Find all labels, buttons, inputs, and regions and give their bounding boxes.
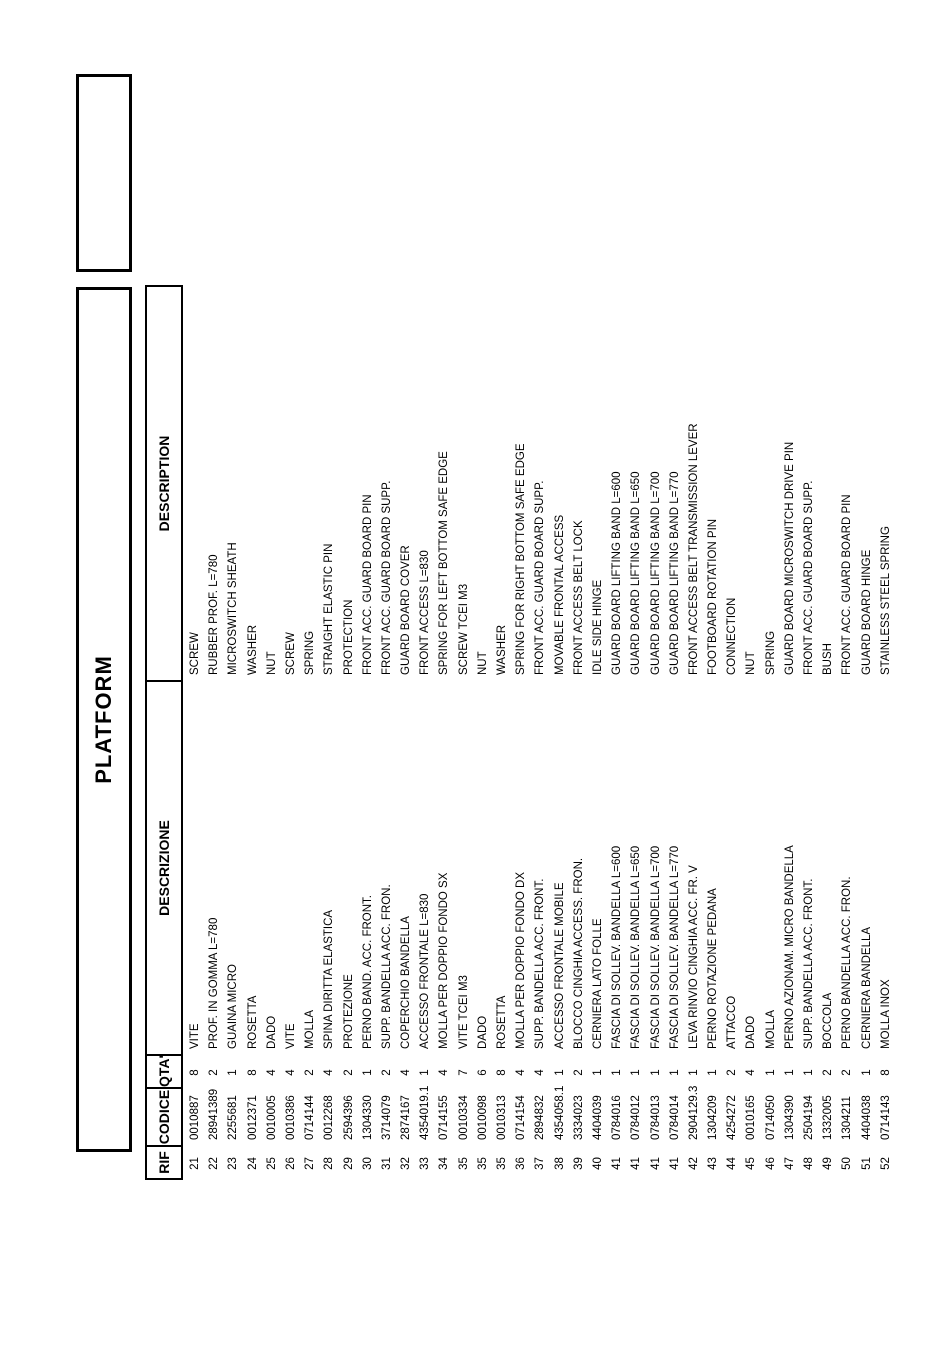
cell-descrizione: VITE: [189, 1023, 201, 1049]
cell-codice: 1332005: [822, 1095, 835, 1140]
cell-rif: 26: [284, 1157, 297, 1170]
cell-rif: 37: [534, 1157, 547, 1170]
header-rif: RIF: [147, 1145, 181, 1178]
cell-description: FRONT ACC. GUARD BOARD PIN: [841, 494, 854, 675]
table-row: [205, 285, 224, 1180]
cell-descrizione: ATTACCO: [726, 995, 739, 1049]
cell-codice: 2894832: [534, 1095, 547, 1140]
cell-descrizione: MOLLA: [764, 1010, 777, 1049]
cell-description: BUSH: [822, 643, 835, 675]
cell-qta: 2: [822, 1069, 835, 1076]
cell-qta: 1: [668, 1069, 681, 1076]
cell-codice: 0714155: [438, 1095, 451, 1140]
cell-rif: 34: [438, 1157, 451, 1170]
cell-descrizione: DADO: [476, 1015, 489, 1049]
table-row: [512, 285, 531, 1180]
cell-qta: 1: [553, 1069, 566, 1076]
cell-codice: 1304330: [361, 1095, 374, 1140]
cell-qta: 1: [860, 1069, 873, 1076]
cell-codice: 0714144: [304, 1095, 317, 1140]
cell-qta: 1: [803, 1069, 815, 1076]
cell-description: GUARD BOARD LIFTING BAND L=600: [611, 471, 624, 675]
cell-descrizione: CERNIERA LATO FOLLE: [591, 918, 604, 1049]
cell-qta: 1: [764, 1069, 777, 1076]
cell-qta: 8: [496, 1069, 508, 1076]
cell-descrizione: MOLLA INOX: [879, 979, 892, 1049]
table-row: [762, 285, 781, 1180]
page-title: PLATFORM: [91, 655, 116, 784]
table-row: [858, 285, 877, 1180]
cell-qta: 7: [457, 1069, 470, 1076]
cell-codice: 0010165: [745, 1095, 758, 1140]
header-codice: CODICE: [147, 1087, 181, 1145]
table-row: [551, 285, 570, 1180]
cell-codice: 0784013: [649, 1095, 662, 1140]
table-row: [570, 285, 589, 1180]
cell-qta: 8: [189, 1069, 201, 1076]
table-row: [263, 285, 282, 1180]
cell-descrizione: ACCESSO FRONTALE L=830: [419, 893, 432, 1049]
cell-descrizione: DADO: [265, 1015, 278, 1049]
cell-qta: 2: [572, 1069, 585, 1076]
cell-description: FRONT ACC. GUARD BOARD SUPP.: [534, 480, 547, 675]
cell-qta: 6: [476, 1069, 489, 1076]
cell-descrizione: VITE TCEI M3: [457, 975, 470, 1049]
table-row: [397, 285, 416, 1180]
cell-description: GUARD BOARD COVER: [400, 545, 413, 675]
cell-rif: 41: [668, 1157, 681, 1170]
cell-codice: 0714154: [515, 1095, 528, 1140]
cell-codice: 0012371: [246, 1095, 259, 1140]
cell-qta: 4: [515, 1069, 528, 1076]
cell-codice: 2255681: [227, 1095, 240, 1140]
cell-qta: 1: [361, 1069, 374, 1076]
table-row: [589, 285, 608, 1180]
cell-qta: 4: [534, 1069, 547, 1076]
cell-rif: 31: [380, 1157, 393, 1170]
cell-rif: 41: [630, 1157, 643, 1170]
cell-descrizione: ACCESSO FRONTALE MOBILE: [553, 882, 566, 1049]
cell-description: STAINLESS STEEL SPRING: [879, 526, 892, 675]
cell-codice: 1304211: [841, 1096, 854, 1140]
cell-qta: 2: [380, 1069, 393, 1076]
cell-descrizione: BLOCCO CINGHIA ACCESS. FRON.: [572, 857, 585, 1049]
cell-codice: 3334023: [572, 1095, 585, 1140]
cell-description: SCREW: [284, 632, 297, 675]
cell-rif: 41: [649, 1157, 662, 1170]
cell-descrizione: BOCCOLA: [822, 992, 835, 1049]
cell-description: FRONT ACCESS BELT LOCK: [572, 520, 585, 675]
cell-descrizione: MOLLA: [304, 1010, 317, 1049]
cell-description: IDLE SIDE HINGE: [591, 579, 604, 675]
cell-rif: 36: [515, 1157, 528, 1170]
cell-descrizione: DADO: [745, 1015, 758, 1049]
cell-description: PROTECTION: [342, 599, 355, 675]
cell-qta: 4: [438, 1069, 451, 1076]
header-description: DESCRIPTION: [156, 435, 172, 532]
cell-codice: 4404039: [591, 1095, 604, 1140]
cell-descrizione: GUAINA MICRO: [227, 964, 240, 1049]
cell-description: NUT: [745, 651, 758, 675]
cell-qta: 8: [246, 1069, 259, 1076]
table-row: [800, 285, 819, 1180]
cell-rif: 32: [400, 1157, 413, 1170]
cell-descrizione: ROSETTA: [246, 995, 259, 1049]
table-row: [301, 285, 320, 1180]
header-qta: QTA': [147, 1054, 181, 1087]
cell-qta: 4: [400, 1069, 413, 1076]
table-row: [877, 285, 896, 1180]
cell-qta: 1: [707, 1069, 720, 1076]
table-header: [145, 285, 183, 1180]
table-row: [378, 285, 397, 1180]
cell-codice: 0010386: [284, 1095, 297, 1140]
cell-description: SPRING: [764, 630, 777, 675]
cell-codice: 2904129.3: [687, 1085, 700, 1140]
table-row: [493, 285, 512, 1180]
cell-codice: 0010313: [496, 1095, 508, 1140]
cell-descrizione: COPERCHIO BANDELLA: [400, 916, 413, 1049]
cell-descrizione: PERNO BANDELLA ACC. FRON.: [841, 876, 854, 1049]
cell-description: STRAIGHT ELASTIC PIN: [323, 543, 336, 675]
cell-descrizione: PERNO ROTAZIONE PEDANA: [707, 888, 720, 1049]
cell-description: NUT: [265, 651, 278, 675]
cell-codice: 1304209: [707, 1095, 720, 1140]
cell-codice: 0010334: [457, 1095, 470, 1140]
table-row: [416, 285, 435, 1180]
table-row: [531, 285, 550, 1180]
cell-description: SPRING FOR LEFT BOTTOM SAFE EDGE: [438, 451, 451, 675]
cell-description: GUARD BOARD LIFTING BAND L=770: [668, 471, 681, 675]
parts-table-body: [186, 285, 896, 1180]
cell-rif: 23: [227, 1157, 240, 1170]
cell-qta: 1: [630, 1069, 643, 1076]
cell-qta: 1: [687, 1069, 700, 1076]
cell-qta: 4: [323, 1069, 336, 1076]
cell-qta: 1: [419, 1069, 432, 1076]
cell-rif: 39: [572, 1157, 585, 1170]
cell-codice: 0784016: [611, 1095, 624, 1140]
cell-rif: 52: [879, 1157, 892, 1170]
table-row: [704, 285, 723, 1180]
cell-codice: 0012268: [323, 1095, 336, 1140]
cell-codice: 0010005: [265, 1095, 278, 1140]
cell-description: FRONT ACC. GUARD BOARD SUPP.: [380, 480, 393, 675]
table-row: [647, 285, 666, 1180]
table-row: [186, 285, 205, 1180]
cell-codice: 1304390: [783, 1095, 796, 1140]
cell-descrizione: MOLLA PER DOPPIO FONDO DX: [515, 871, 528, 1049]
header-descrizione: DESCRIZIONE: [147, 680, 181, 1054]
cell-codice: 2594396: [342, 1095, 355, 1140]
cell-description: FRONT ACC. GUARD BOARD PIN: [361, 494, 374, 675]
cell-rif: 22: [208, 1157, 221, 1170]
cell-rif: 46: [764, 1157, 777, 1170]
cell-descrizione: SUPP. BANDELLA ACC. FRONT.: [803, 878, 815, 1049]
cell-descrizione: FASCIA DI SOLLEV. BANDELLA L=600: [611, 845, 624, 1049]
cell-codice: 4354058.1: [553, 1085, 566, 1140]
cell-rif: 38: [553, 1157, 566, 1170]
cell-descrizione: SUPP. BANDELLA ACC. FRON.: [380, 884, 393, 1049]
cell-qta: 1: [611, 1069, 624, 1076]
cell-codice: 2504194: [803, 1095, 815, 1140]
table-row: [838, 285, 857, 1180]
table-row: [742, 285, 761, 1180]
cell-description: WASHER: [246, 624, 259, 675]
cell-rif: 43: [707, 1157, 720, 1170]
cell-codice: 0010098: [476, 1095, 489, 1140]
cell-codice: 2874167: [400, 1095, 413, 1140]
table-row: [244, 285, 263, 1180]
cell-descrizione: ROSETTA: [496, 995, 508, 1049]
cell-rif: 40: [591, 1157, 604, 1170]
cell-descrizione: LEVA RINVIO CINGHIA ACC. FR. V: [687, 865, 700, 1049]
cell-rif: 29: [342, 1157, 355, 1170]
table-row: [224, 285, 243, 1180]
cell-description: GUARD BOARD HINGE: [860, 549, 873, 675]
table-row: [359, 285, 378, 1180]
cell-description: CONNECTION: [726, 597, 739, 675]
cell-codice: 0714143: [879, 1095, 892, 1140]
cell-descrizione: PROTEZIONE: [342, 974, 355, 1049]
table-row: [474, 285, 493, 1180]
cell-codice: 0010887: [189, 1095, 201, 1140]
cell-rif: 50: [841, 1157, 854, 1170]
cell-descrizione: PROF. IN GOMMA L=780: [208, 917, 221, 1049]
cell-codice: 4354019.1: [419, 1085, 432, 1140]
cell-rif: 33: [419, 1157, 432, 1170]
title-box: [76, 287, 132, 1152]
cell-description: NUT: [476, 651, 489, 675]
cell-descrizione: FASCIA DI SOLLEV. BANDELLA L=770: [668, 845, 681, 1049]
cell-rif: 51: [860, 1157, 873, 1170]
cell-rif: 35: [496, 1157, 508, 1170]
cell-qta: 1: [591, 1069, 604, 1076]
cell-qta: 1: [783, 1069, 796, 1076]
cell-codice: 3714079: [380, 1095, 393, 1140]
cell-descrizione: SUPP. BANDELLA ACC. FRONT.: [534, 878, 547, 1049]
table-row: [282, 285, 301, 1180]
cell-descrizione: CERNIERA BANDELLA: [860, 926, 873, 1049]
cell-rif: 35: [476, 1157, 489, 1170]
table-row: [320, 285, 339, 1180]
cell-descrizione: FASCIA DI SOLLEV. BANDELLA L=700: [649, 845, 662, 1049]
cell-qta: 1: [227, 1069, 240, 1076]
blank-corner-box: [76, 74, 132, 272]
cell-qta: 2: [841, 1069, 854, 1076]
cell-descrizione: VITE: [284, 1023, 297, 1049]
cell-rif: 35: [457, 1157, 470, 1170]
cell-description: GUARD BOARD LIFTING BAND L=700: [649, 471, 662, 675]
cell-description: MOVABLE FRONTAL ACCESS: [553, 514, 566, 675]
cell-rif: 25: [265, 1157, 278, 1170]
cell-rif: 48: [803, 1157, 815, 1170]
cell-rif: 28: [323, 1157, 336, 1170]
cell-description: FOOTBOARD ROTATION PIN: [707, 518, 720, 675]
cell-rif: 24: [246, 1157, 259, 1170]
cell-qta: 2: [726, 1069, 739, 1076]
cell-codice: 28941389: [208, 1088, 221, 1140]
cell-qta: 2: [304, 1069, 317, 1076]
cell-qta: 8: [879, 1069, 892, 1076]
table-row: [781, 285, 800, 1180]
cell-rif: 45: [745, 1157, 758, 1170]
table-row: [819, 285, 838, 1180]
cell-rif: 21: [189, 1157, 201, 1170]
cell-descrizione: PERNO BAND. ACC. FRONT.: [361, 895, 374, 1049]
cell-rif: 44: [726, 1157, 739, 1170]
cell-codice: 4404038: [860, 1095, 873, 1140]
cell-descrizione: SPINA DIRITTA ELASTICA: [323, 909, 336, 1049]
table-row: [723, 285, 742, 1180]
table-row: [435, 285, 454, 1180]
cell-qta: 2: [208, 1069, 221, 1076]
cell-rif: 47: [783, 1157, 796, 1170]
cell-description: SCREW: [189, 632, 201, 675]
cell-description: GUARD BOARD LIFTING BAND L=650: [630, 471, 643, 675]
cell-rif: 41: [611, 1157, 624, 1170]
table-row: [608, 285, 627, 1180]
cell-descrizione: FASCIA DI SOLLEV. BANDELLA L=650: [630, 845, 643, 1049]
cell-codice: 0714050: [764, 1095, 777, 1140]
table-row: [340, 285, 359, 1180]
table-row: [685, 285, 704, 1180]
cell-description: SCREW TCEI M3: [457, 583, 470, 675]
cell-rif: 42: [687, 1157, 700, 1170]
cell-description: SPRING: [304, 630, 317, 675]
cell-codice: 4254272: [726, 1095, 739, 1140]
table-row: [627, 285, 646, 1180]
cell-description: FRONT ACCESS BELT TRANSMISSION LEVER: [687, 423, 700, 675]
cell-description: FRONT ACCESS L=830: [419, 550, 432, 675]
cell-rif: 30: [361, 1157, 374, 1170]
cell-description: MICROSWITCH SHEATH: [227, 542, 240, 675]
cell-description: GUARD BOARD MICROSWITCH DRIVE PIN: [783, 441, 796, 675]
cell-codice: 0784014: [668, 1095, 681, 1140]
cell-rif: 27: [304, 1157, 317, 1170]
cell-descrizione: MOLLA PER DOPPIO FONDO SX: [438, 872, 451, 1049]
cell-qta: 4: [745, 1069, 758, 1076]
cell-qta: 2: [342, 1069, 355, 1076]
cell-codice: 0784012: [630, 1095, 643, 1140]
cell-description: SPRING FOR RIGHT BOTTOM SAFE EDGE: [515, 443, 528, 675]
cell-description: RUBBER PROF. L=780: [208, 554, 221, 675]
cell-qta: 4: [284, 1069, 297, 1076]
cell-descrizione: PERNO AZIONAM. MICRO BANDELLA: [783, 845, 796, 1049]
cell-rif: 49: [822, 1157, 835, 1170]
cell-description: WASHER: [496, 624, 508, 675]
table-row: [455, 285, 474, 1180]
cell-qta: 4: [265, 1069, 278, 1076]
cell-qta: 1: [649, 1069, 662, 1076]
cell-description: FRONT ACC. GUARD BOARD SUPP.: [803, 480, 815, 675]
table-row: [666, 285, 685, 1180]
